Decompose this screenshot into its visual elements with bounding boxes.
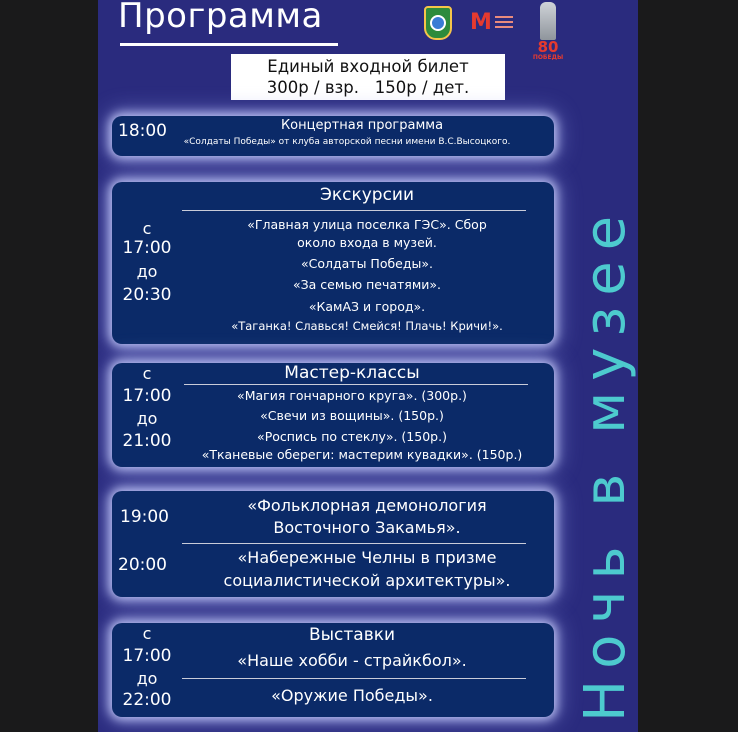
exhibitions-to-time: 22:00 — [122, 690, 172, 710]
concert-title: Концертная программа — [280, 118, 444, 133]
exhibitions-to-label: до — [136, 669, 158, 688]
excursion-item: «За семью печатями». — [292, 277, 442, 292]
anniversary-word: ПОБЕДЫ — [532, 54, 564, 61]
excursion-item: «Главная улица поселка ГЭС». Сбор — [247, 217, 487, 232]
concert-card — [112, 116, 554, 156]
concert-time: 18:00 — [118, 121, 167, 141]
masterclass-item: «Магия гончарного круга». (300р.) — [237, 388, 467, 403]
exhibition-item-2: «Оружие Победы». — [271, 686, 433, 705]
excursion-item: «Солдаты Победы». — [300, 256, 434, 271]
exhibitions-card — [112, 623, 554, 717]
masterclass-item: «Роспись по стеклу». (150р.) — [257, 429, 447, 444]
exhibition-item-1: «Наше хобби - страйкбол». — [237, 651, 467, 670]
excursions-title: Экскурсии — [319, 185, 415, 205]
excursions-divider — [182, 210, 526, 211]
exhibitions-from-time: 17:00 — [122, 646, 172, 666]
lecture-2-line-1: «Набережные Челны в призме — [237, 548, 497, 567]
masterclasses-card — [112, 363, 554, 467]
masterclasses-from-label: с — [142, 364, 152, 383]
victory-80-icon — [530, 2, 566, 66]
excursion-item: «КамАЗ и город». — [308, 299, 426, 314]
concert-subtitle: «Солдаты Победы» от клуба авторской песни имени В.С.Высоцкого. — [183, 137, 511, 147]
ticket-prices: 300р / взр. 150р / дет. — [266, 78, 470, 97]
lectures-divider — [182, 543, 526, 544]
lecture-1-line-2: Восточного Закамья». — [273, 518, 461, 537]
masterclasses-from-time: 17:00 — [122, 386, 172, 406]
lecture-time-2: 20:00 — [118, 555, 167, 575]
title-underline — [120, 43, 338, 46]
excursion-item: около входа в музей. — [297, 235, 437, 250]
masterclasses-title: Мастер-классы — [284, 363, 420, 383]
excursions-card — [112, 182, 554, 344]
museum-logo-letter: М — [470, 9, 492, 35]
lecture-1-line-1: «Фольклорная демонология — [247, 496, 487, 515]
excursions-from-label: с — [142, 219, 152, 238]
page-title: Программа — [118, 0, 323, 36]
anniversary-number: 80 — [537, 38, 559, 56]
event-poster — [98, 0, 638, 732]
exhibitions-divider — [182, 678, 526, 679]
excursion-item: «Таганка! Славься! Смейся! Плачь! Кричи!». — [231, 319, 503, 333]
side-title: Ночь в музее — [573, 204, 638, 722]
museum-logo-icon — [470, 10, 518, 34]
ticket-title: Единый входной билет — [267, 57, 469, 76]
lecture-time-1: 19:00 — [120, 507, 169, 527]
city-emblem-icon — [424, 6, 452, 40]
masterclass-item: «Тканевые обереги: мастерим кувадки». (150р.) — [201, 447, 523, 462]
exhibitions-title: Выставки — [308, 625, 396, 645]
masterclasses-to-time: 21:00 — [122, 431, 172, 451]
ticket-price-box — [231, 54, 505, 100]
lectures-card — [112, 491, 554, 597]
masterclasses-divider — [184, 384, 528, 385]
masterclasses-to-label: до — [136, 409, 158, 428]
excursions-to-time: 20:30 — [122, 285, 172, 305]
masterclass-item: «Свечи из вощины». (150р.) — [260, 408, 444, 423]
lecture-2-line-2: социалистической архитектуры». — [223, 571, 511, 590]
excursions-to-label: до — [136, 262, 158, 281]
exhibitions-from-label: с — [142, 624, 152, 643]
excursions-from-time: 17:00 — [122, 238, 172, 258]
